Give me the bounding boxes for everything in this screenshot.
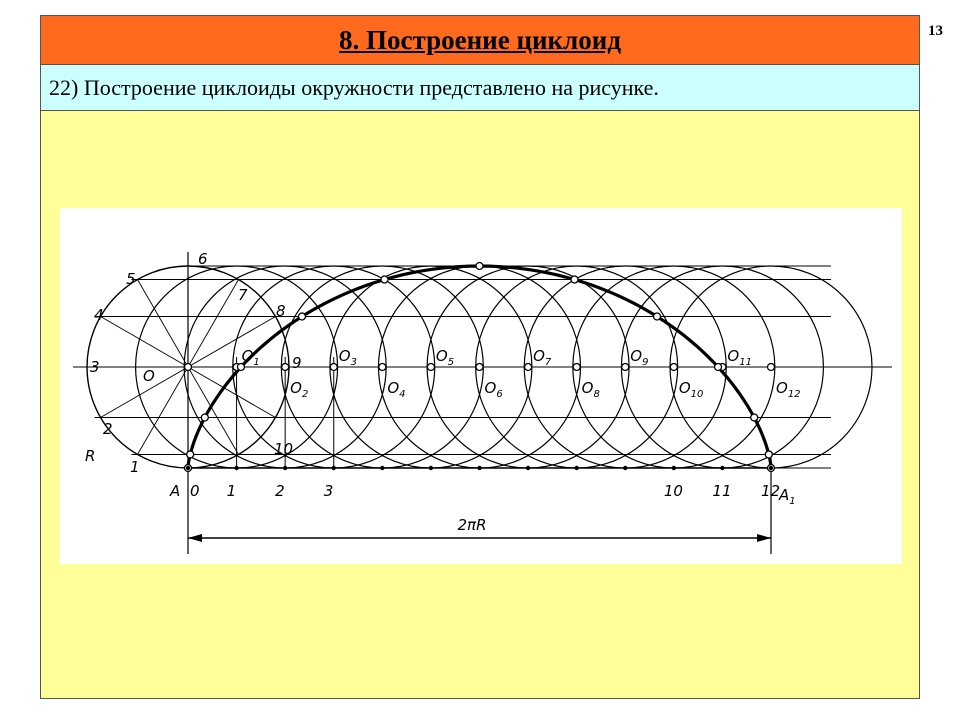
center-point [185, 364, 192, 371]
radius-label: R [85, 447, 96, 465]
cycloid-point [476, 263, 483, 270]
end-point-label: $A_1$ [779, 486, 796, 507]
baseline-point [332, 466, 336, 470]
center-label: $O_8$ [581, 379, 600, 400]
center-point [622, 364, 629, 371]
baseline-label: 2 [275, 482, 285, 500]
dimension-label: 2πR [457, 516, 487, 534]
circle-point-label: 10 [274, 440, 294, 458]
baseline-point [283, 466, 287, 470]
baseline-point [623, 466, 627, 470]
baseline-label: 1 [226, 482, 237, 500]
baseline-point [186, 466, 190, 470]
center-label: $O_5$ [435, 347, 455, 368]
center-point [330, 364, 337, 371]
center-label: $O_{11}$ [727, 347, 752, 368]
cycloid-figure [60, 208, 902, 564]
baseline-label: 11 [712, 482, 732, 500]
baseline-point [429, 466, 433, 470]
center-point [282, 364, 289, 371]
center-point [525, 364, 532, 371]
cycloid-point [187, 451, 194, 458]
cycloid-point [654, 313, 661, 320]
circle-point-label: 9 [292, 354, 302, 372]
baseline-point [380, 466, 384, 470]
subtitle-bar [40, 65, 920, 111]
circle-point-label: 4 [94, 306, 104, 324]
center-point [427, 364, 434, 371]
baseline-point [477, 466, 481, 470]
center-label-O: O [143, 367, 155, 385]
baseline-point [574, 466, 578, 470]
baseline-point [526, 466, 530, 470]
baseline-point [720, 466, 724, 470]
cycloid-point [298, 313, 305, 320]
cycloid-point [381, 276, 388, 283]
circle-point-label: 7 [238, 286, 248, 304]
circle-point-label: 5 [126, 270, 136, 288]
circle-point-label: 6 [198, 250, 208, 268]
center-label: $O_1$ [241, 347, 260, 368]
cycloid-point [751, 414, 758, 421]
center-label: $O_{12}$ [776, 379, 801, 400]
circle-point-label: 1 [130, 458, 140, 476]
cycloid-point [571, 276, 578, 283]
center-point [670, 364, 677, 371]
center-label: $O_6$ [484, 379, 503, 400]
slide-title: 8. Построение циклоид [339, 24, 621, 55]
center-label: $O_2$ [290, 379, 309, 400]
center-point [768, 364, 775, 371]
dimension-arrow-right [757, 534, 771, 542]
center-point [573, 364, 580, 371]
circle-point-label: 8 [276, 302, 286, 320]
cycloid-drawing [60, 208, 902, 564]
center-label: $O_7$ [533, 347, 552, 368]
page-number: 13 [928, 23, 943, 39]
start-point-label: A [170, 482, 181, 500]
circle-point-label: 3 [90, 358, 100, 376]
dimension-arrow-left [188, 534, 202, 542]
cycloid-point [765, 451, 772, 458]
center-label: $O_9$ [630, 347, 649, 368]
cycloid-point [201, 414, 208, 421]
cycloid-point [715, 364, 722, 371]
slide-subtitle: 22) Построение циклоиды окружности представлено на рисунке. [49, 74, 659, 100]
center-label: $O_4$ [387, 379, 406, 400]
center-point [379, 364, 386, 371]
baseline-point [234, 466, 238, 470]
center-point [476, 364, 483, 371]
baseline-point [769, 466, 773, 470]
title-bar [40, 15, 920, 65]
baseline-label: 0 [190, 482, 200, 500]
baseline-label: 3 [323, 482, 334, 500]
baseline-point [672, 466, 676, 470]
center-label: $O_3$ [338, 347, 357, 368]
circle-point-label: 2 [103, 420, 113, 438]
center-label: $O_{10}$ [678, 379, 704, 400]
baseline-label: 10 [663, 482, 683, 500]
baseline-label: 12 [761, 482, 781, 500]
